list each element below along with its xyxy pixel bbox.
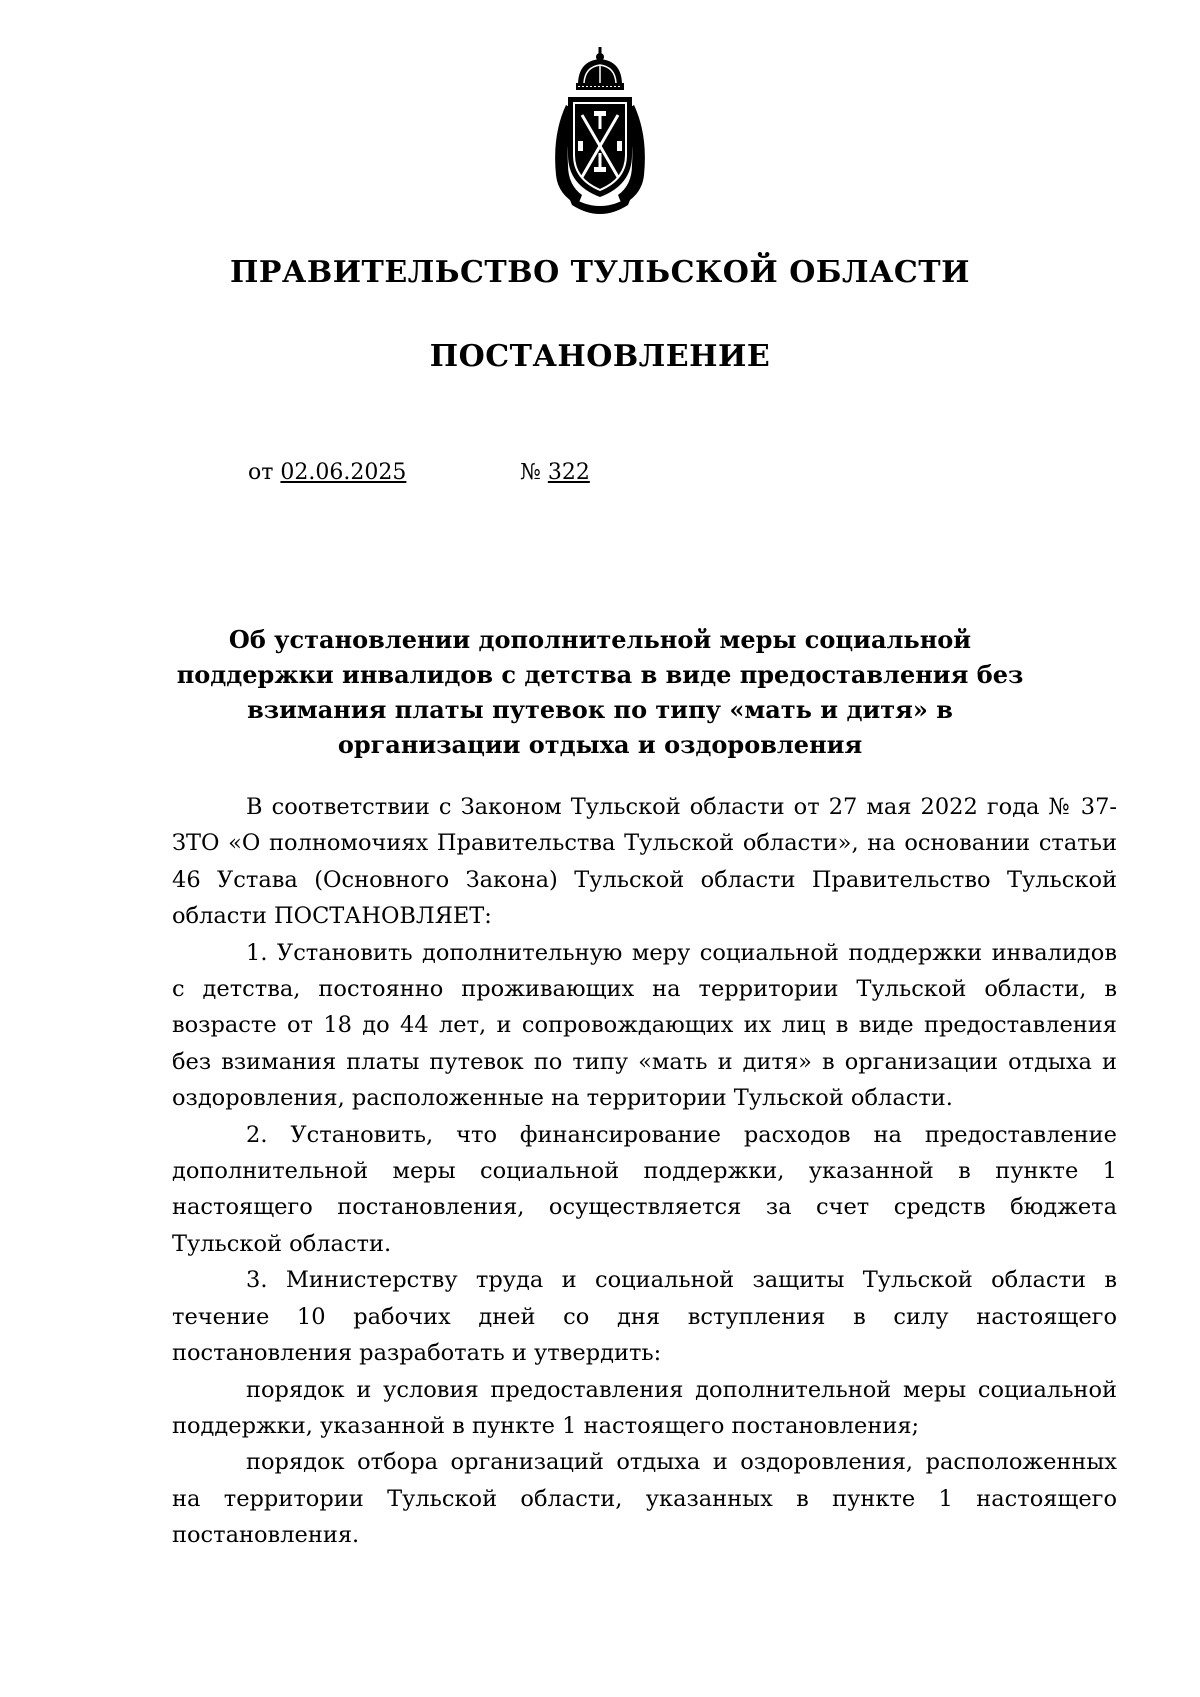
body-paragraph-item-2: 2. Установить, что финансирование расходов на предоставление дополнительной меры социальной поддержки, указанной в пункте 1 настоящего постановления, осуществляется за счет средств бюджета Тульской области. bbox=[172, 1121, 1117, 1257]
body-paragraph-preamble: В соответствии с Законом Тульской области от 27 мая 2022 года № 37-ЗТО «О полномочиях Правительства Тульской области», на основании статьи 46 Устава (Основного Закона) Тульской области Правительство Тульской области ПОСТАНОВЛЯЕТ: bbox=[172, 794, 1117, 930]
document-subject: Об установлении дополнительной меры социальной поддержки инвалидов с детства в виде предоставления без взимания платы путевок по типу «мать и дитя» в организации отдыха и оздоровления bbox=[176, 625, 1024, 759]
date-value: 02.06.2025 bbox=[280, 460, 407, 485]
document-date bbox=[248, 460, 406, 485]
document-body bbox=[172, 789, 1117, 1554]
document-number bbox=[520, 460, 590, 485]
number-prefix: № bbox=[520, 460, 541, 485]
number-value: 322 bbox=[547, 460, 590, 485]
organization-title: ПРАВИТЕЛЬСТВО ТУЛЬСКОЙ ОБЛАСТИ bbox=[230, 255, 970, 290]
date-prefix: от bbox=[248, 460, 274, 485]
coat-of-arms-icon bbox=[538, 45, 662, 215]
document-type: ПОСТАНОВЛЕНИЕ bbox=[429, 339, 771, 374]
body-paragraph-item-1: 1. Установить дополнительную меру социальной поддержки инвалидов с детства, постоянно проживающих на территории Тульской области, в возрасте от 18 до 44 лет, и сопровождающих их лиц в виде предоставления без взимания платы путевок по типу «мать и дитя» в организации отдыха и оздоровления, расположенные на территории Тульской области. bbox=[172, 939, 1117, 1112]
body-paragraph-subitem-1: порядок и условия предоставления дополнительной меры социальной поддержки, указанной в пункте 1 настоящего постановления; bbox=[172, 1376, 1117, 1439]
body-paragraph-item-3: 3. Министерству труда и социальной защиты Тульской области в течение 10 рабочих дней со дня вступления в силу настоящего постановления разработать и утвердить: bbox=[172, 1267, 1117, 1367]
body-paragraph-subitem-2: порядок отбора организаций отдыха и оздоровления, расположенных на территории Тульской области, указанных в пункте 1 настоящего постановления. bbox=[172, 1449, 1117, 1549]
